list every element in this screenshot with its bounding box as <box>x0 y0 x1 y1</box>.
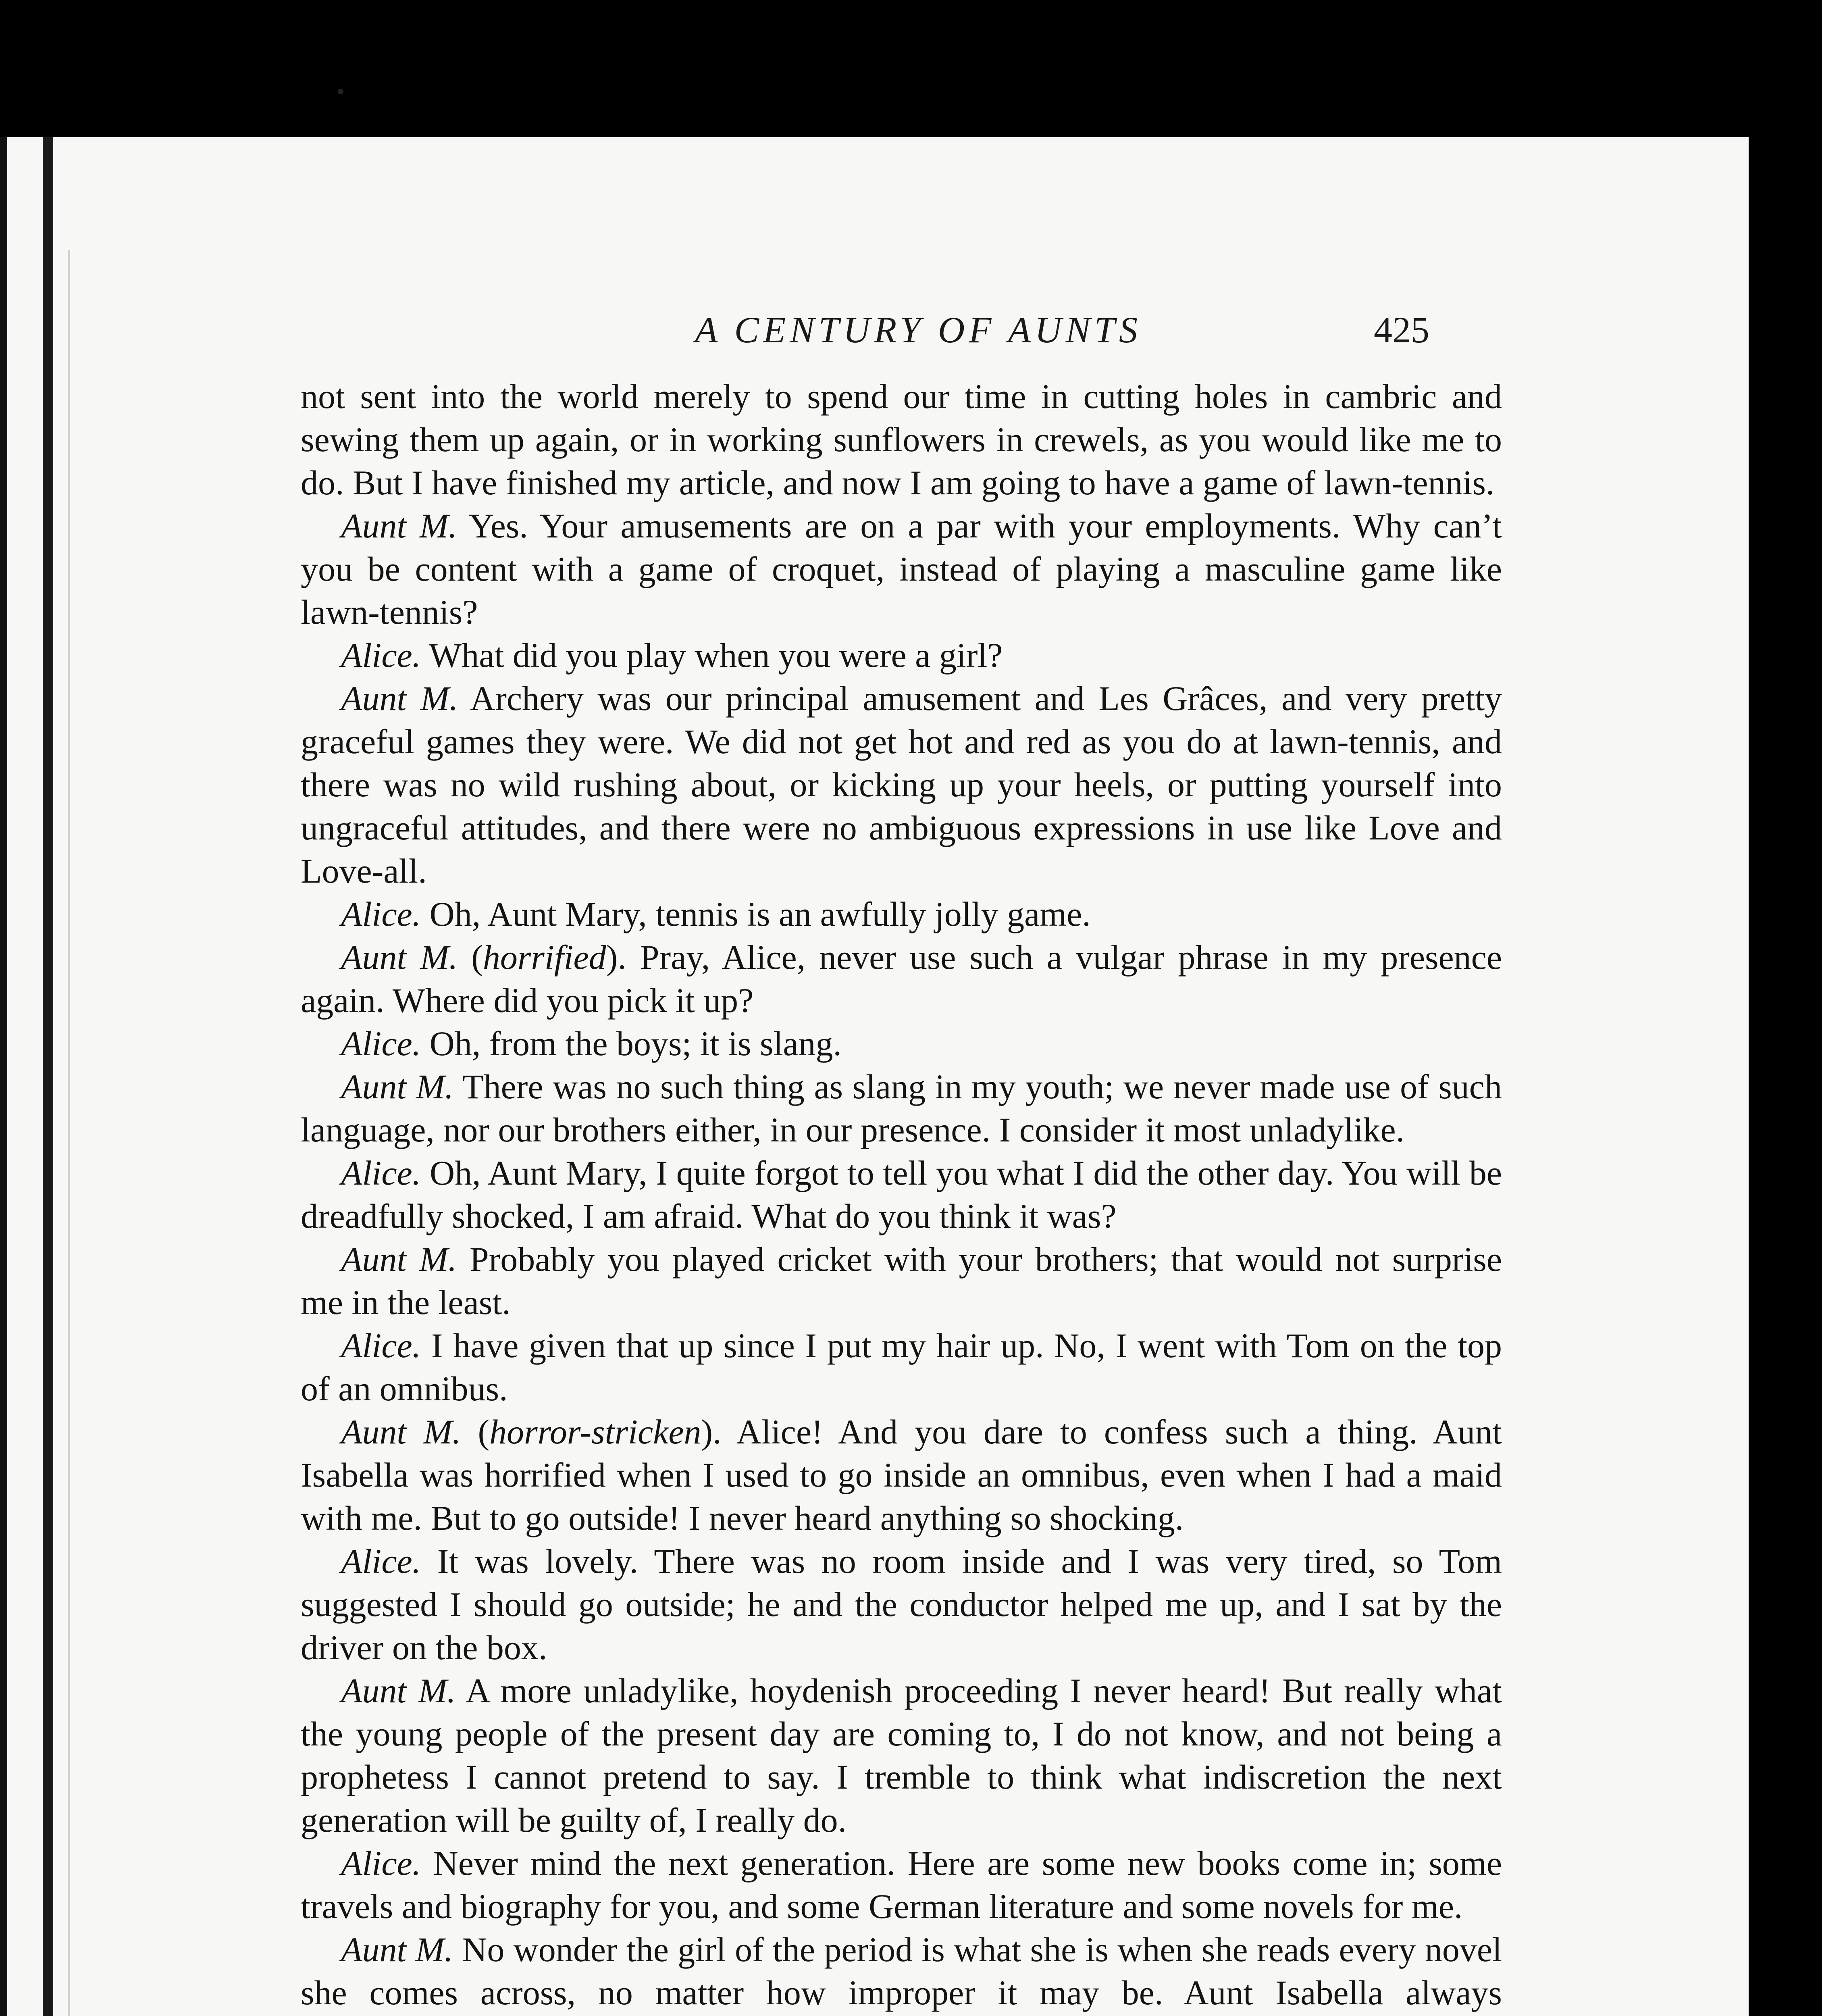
paragraph-text: Oh, Aunt Mary, I quite forgot to tell you what I did the other day. You will be dreadfully shocked, I am afraid. What do you think it was? <box>301 1154 1502 1235</box>
paragraph-text: Oh, Aunt Mary, tennis is an awfully jolly game. <box>429 895 1091 933</box>
speaker-name: Aunt M. <box>341 506 457 545</box>
speaker-name: Aunt M. <box>341 1412 461 1451</box>
paragraph-text: Probably you played cricket with your brothers; that would not surprise me in the least. <box>301 1240 1502 1322</box>
stage-direction: horrified <box>483 938 606 977</box>
dialogue-paragraph <box>301 1152 1502 1238</box>
paragraph-text: A more unladylike, hoydenish proceeding I never heard! But really what the young people of the present day are coming to, I do not know, and not being a prophetess I cannot pretend to say. I tremble to think what indiscretion the next generation will be guilty of, I really do. <box>301 1671 1502 1839</box>
dialogue-paragraph <box>301 1022 1502 1065</box>
dialogue-paragraph <box>301 1928 1502 2016</box>
dialogue-paragraph <box>301 1324 1502 1410</box>
speaker-name: Aunt M. <box>341 1671 456 1710</box>
speaker-name: Alice. <box>341 1844 421 1883</box>
speaker-name: Aunt M. <box>341 1240 457 1279</box>
paragraph-text: No wonder the girl of the period is what she is when she reads every novel she comes across, no matter how improper it may be. Aunt Isabella always <box>301 1930 1502 2012</box>
paragraph-text: Alice! And you dare to confess such a thing. Aunt Isabella was horrified when I used to go inside an omnibus, even when I had a maid with me. But to go outside! I never heard anything so shocking. <box>301 1412 1502 1537</box>
speaker-name: Alice. <box>341 1154 421 1192</box>
paragraph-text: Yes. Your amusements are on a par with your employments. Why can’t you be content with a game of croquet, instead of playing a masculine game like lawn-tennis? <box>301 506 1502 631</box>
speaker-name: Aunt M. <box>341 679 458 718</box>
dialogue-paragraph <box>301 1540 1502 1669</box>
dialogue-paragraph <box>301 1842 1502 1928</box>
dialogue-paragraph <box>301 677 1502 893</box>
dialogue-paragraph: Aunt M. (horror-stricken). Alice! And you dare to confess such a thing. Aunt Isabella was horrified when I used to go inside an omnibus, even when I had a maid with me. But to go outside! I never heard anything so shocking. <box>301 1412 1502 1537</box>
dialogue-paragraph <box>301 1065 1502 1152</box>
dialogue-paragraph: Aunt M. (horrified). Pray, Alice, never use such a vulgar phrase in my presence again. Where did you pick it up? <box>301 938 1502 1020</box>
speaker-name: Alice. <box>341 1024 421 1063</box>
speaker-name: Aunt M. <box>341 1930 453 1969</box>
speaker-name: Alice. <box>341 1542 421 1581</box>
paragraph-text: Oh, from the boys; it is slang. <box>429 1024 842 1063</box>
body-text <box>301 375 1502 2016</box>
dialogue-paragraph <box>301 504 1502 634</box>
paragraph-text: Pray, Alice, never use such a vulgar phrase in my presence again. Where did you pick it up? <box>301 938 1502 1020</box>
paragraph-text: It was lovely. There was no room inside and I was very tired, so Tom suggested I should go outside; he and the conductor helped me up, and I sat by the driver on the box. <box>301 1542 1502 1667</box>
paragraph-text: Never mind the next generation. Here are some new books come in; some travels and biography for you, and some German literature and some novels for me. <box>301 1844 1502 1926</box>
paragraph-text: What did you play when you were a girl? <box>429 636 1003 675</box>
paragraph-text: There was no such thing as slang in my youth; we never made use of such language, nor our brothers either, in our presence. I consider it most unladylike. <box>301 1067 1502 1149</box>
page-number: 425 <box>1374 309 1429 350</box>
dialogue-paragraph <box>301 1238 1502 1324</box>
speaker-name: Alice. <box>341 636 421 675</box>
dust-speck <box>338 89 343 94</box>
speaker-name: Aunt M. <box>341 1067 454 1106</box>
dialogue-paragraph <box>301 634 1502 677</box>
binding-shadow <box>43 137 53 2016</box>
paragraph-text: Archery was our principal amusement and Les Grâces, and very pretty graceful games they were. We did not get hot and red as you do at lawn-tennis, and there was no wild rushing about, or kicking up your heels, or putting yourself into ungraceful attitudes, and there were no ambiguous expressions in use like Love and Love-all. <box>301 679 1502 890</box>
stage-direction: horror-stricken <box>489 1412 701 1451</box>
speaker-name: Alice. <box>341 895 421 933</box>
paragraph-text: not sent into the world merely to spend our time in cutting holes in cambric and sewing them up again, or in working sunflowers in crewels, as you would like me to do. But I have finished my article, and now I am going to have a game of lawn-tennis. <box>301 377 1502 502</box>
dialogue-paragraph <box>301 375 1502 504</box>
speaker-name: Aunt M. <box>341 938 458 977</box>
paragraph-text: I have given that up since I put my hair up. No, I went with Tom on the top of an omnibus. <box>301 1326 1502 1408</box>
dialogue-paragraph <box>301 1669 1502 1842</box>
dialogue-paragraph <box>301 893 1502 936</box>
running-title: A CENTURY OF AUNTS <box>695 309 1142 350</box>
book-page <box>0 137 1749 2016</box>
page-edge-line <box>68 250 70 2016</box>
speaker-name: Alice. <box>341 1326 421 1365</box>
